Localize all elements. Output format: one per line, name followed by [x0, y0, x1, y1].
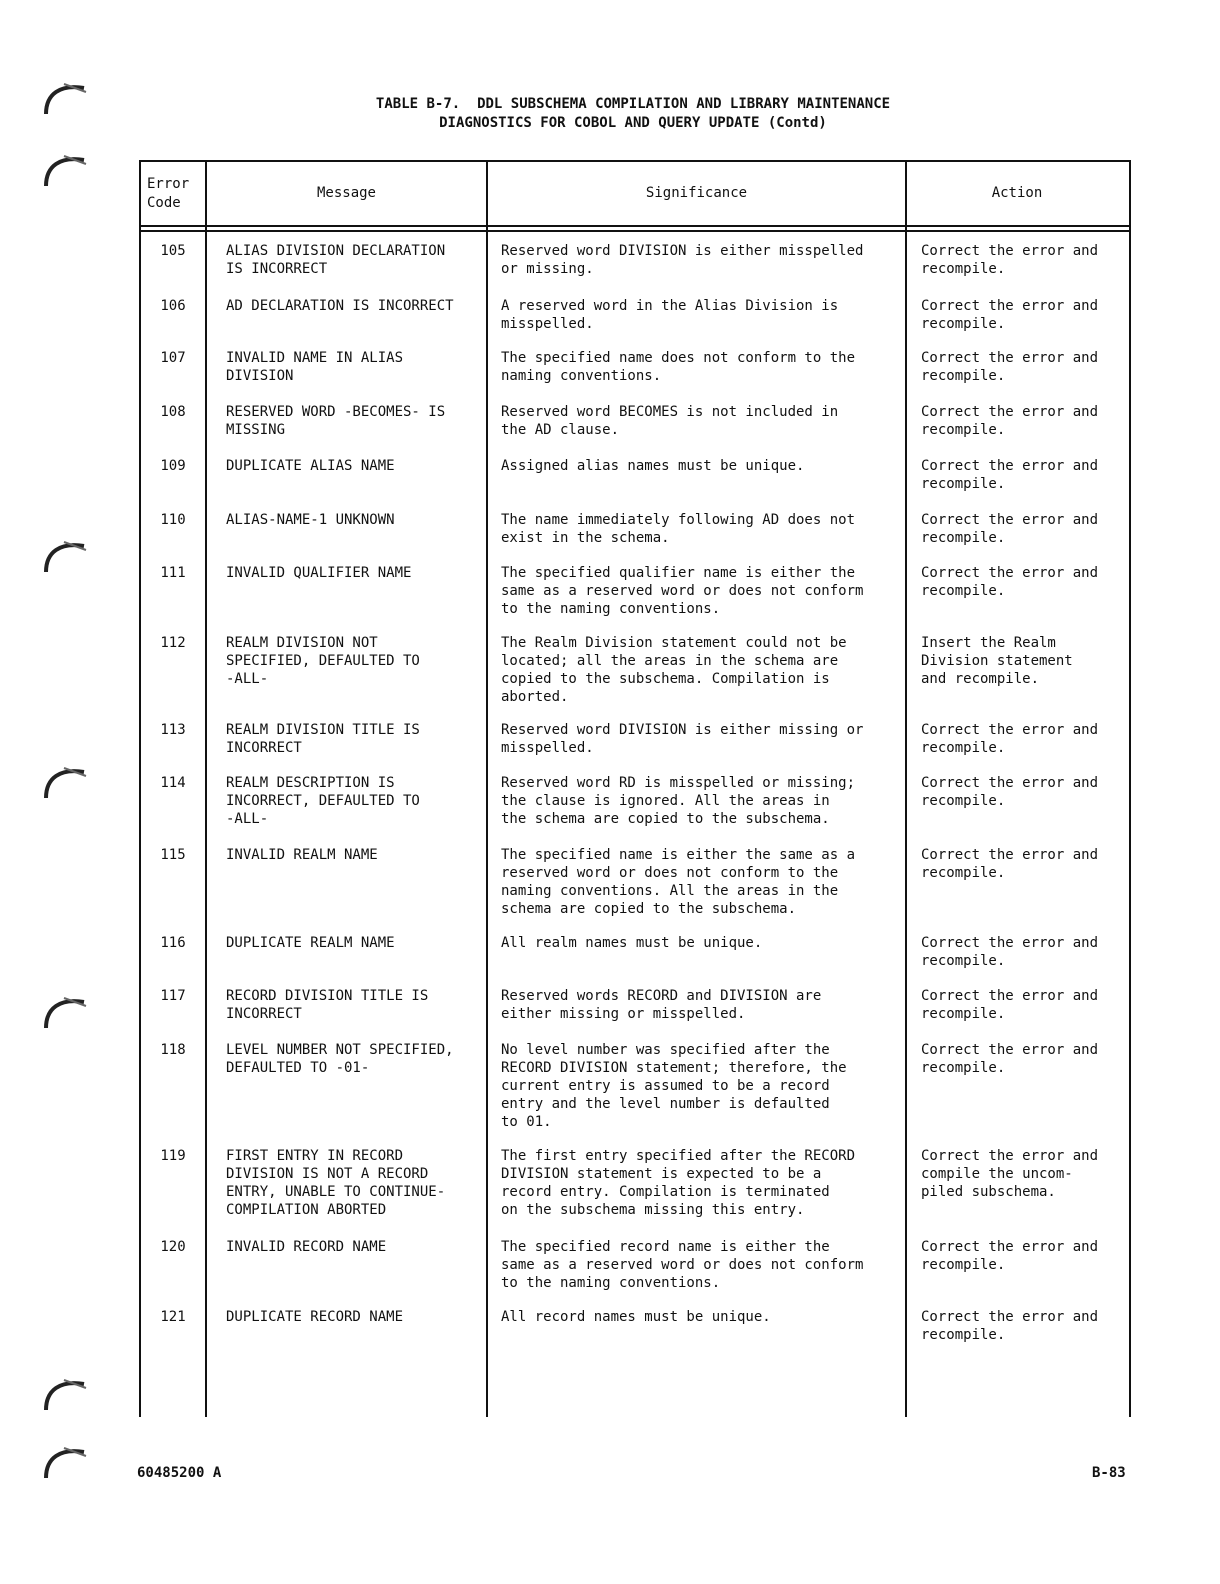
action-cell: Correct the error and recompile.: [921, 1042, 1099, 1076]
significance-cell: Reserved words RECORD and DIVISION are either missing or misspelled.: [501, 988, 822, 1022]
significance-cell: The specified record name is either the same as a reserved word or does not conform to the naming conventions.: [501, 1239, 864, 1291]
binder-hole-mark: [40, 1374, 92, 1416]
significance-cell: Reserved word DIVISION is either misspelled or missing.: [501, 243, 864, 277]
action-cell: Correct the error and recompile.: [921, 988, 1099, 1022]
significance-cell: Reserved word RD is misspelled or missing; the clause is ignored. All the areas in the schema are copied to the subschema.: [501, 775, 856, 827]
page-number: B-83: [1092, 1465, 1126, 1481]
binder-hole-mark: [40, 992, 92, 1034]
error-code-cell: 116: [160, 935, 186, 951]
header-action: Action: [991, 185, 1043, 201]
action-cell: Insert the Realm Division statement and recompile.: [921, 635, 1073, 687]
error-code-cell: 114: [160, 775, 186, 791]
page-title: [0, 95, 1220, 133]
significance-cell: All realm names must be unique.: [501, 935, 763, 951]
message-cell: ALIAS-NAME-1 UNKNOWN: [226, 512, 395, 528]
action-cell: Correct the error and recompile.: [921, 1309, 1099, 1343]
action-cell: Correct the error and recompile.: [921, 350, 1099, 384]
significance-cell: All record names must be unique.: [501, 1309, 771, 1325]
error-code-cell: 109: [160, 458, 186, 474]
error-code-cell: 117: [160, 988, 186, 1004]
title-line-2: DIAGNOSTICS FOR COBOL AND QUERY UPDATE (Contd): [439, 115, 827, 131]
significance-cell: Reserved word BECOMES is not included in the AD clause.: [501, 404, 839, 438]
title-line-1: TABLE B-7. DDL SUBSCHEMA COMPILATION AND LIBRARY MAINTENANCE: [375, 96, 891, 112]
header-error-code: Error Code: [147, 175, 190, 211]
significance-cell: Reserved word DIVISION is either missing or misspelled.: [501, 722, 864, 756]
action-cell: Correct the error and recompile.: [921, 298, 1099, 332]
message-cell: INVALID QUALIFIER NAME: [226, 565, 412, 581]
error-code-cell: 110: [160, 512, 186, 528]
error-code-cell: 113: [160, 722, 186, 738]
message-cell: RESERVED WORD -BECOMES- IS MISSING: [226, 404, 446, 438]
error-code-cell: 121: [160, 1309, 186, 1325]
message-cell: ALIAS DIVISION DECLARATION IS INCORRECT: [226, 243, 446, 277]
message-cell: DUPLICATE ALIAS NAME: [226, 458, 395, 474]
message-cell: AD DECLARATION IS INCORRECT: [226, 298, 454, 314]
binder-hole-mark: [40, 150, 92, 192]
significance-cell: A reserved word in the Alias Division is misspelled.: [501, 298, 839, 332]
message-cell: INVALID RECORD NAME: [226, 1239, 387, 1255]
message-cell: INVALID REALM NAME: [226, 847, 378, 863]
significance-cell: The specified name does not conform to the naming conventions.: [501, 350, 856, 384]
message-cell: LEVEL NUMBER NOT SPECIFIED, DEFAULTED TO -01-: [226, 1042, 454, 1076]
message-cell: FIRST ENTRY IN RECORD DIVISION IS NOT A RECORD ENTRY, UNABLE TO CONTINUE- COMPILATION ABORTED: [226, 1148, 446, 1218]
action-cell: Correct the error and recompile.: [921, 458, 1099, 492]
significance-cell: Assigned alias names must be unique.: [501, 458, 805, 474]
action-cell: Correct the error and recompile.: [921, 722, 1099, 756]
error-code-cell: 105: [160, 243, 186, 259]
binder-hole-mark: [40, 762, 92, 804]
message-cell: RECORD DIVISION TITLE IS INCORRECT: [226, 988, 429, 1022]
action-cell: Correct the error and recompile.: [921, 243, 1099, 277]
column-divider: [205, 162, 207, 1417]
error-code-cell: 107: [160, 350, 186, 366]
action-cell: Correct the error and recompile.: [921, 565, 1099, 599]
action-cell: Correct the error and recompile.: [921, 512, 1099, 546]
action-cell: Correct the error and compile the uncom- piled subschema.: [921, 1148, 1099, 1200]
document-number: 60485200 A: [137, 1465, 222, 1481]
significance-cell: The Realm Division statement could not be located; all the areas in the schema are copied to the subschema. Compilation is aborted.: [501, 635, 847, 705]
action-cell: Correct the error and recompile.: [921, 935, 1099, 969]
error-code-cell: 115: [160, 847, 186, 863]
message-cell: REALM DESCRIPTION IS INCORRECT, DEFAULTED TO -ALL-: [226, 775, 420, 827]
error-code-cell: 111: [160, 565, 186, 581]
significance-cell: The specified name is either the same as a reserved word or does not conform to the naming conventions. All the areas in the schema are copied to the subschema.: [501, 847, 856, 917]
header-significance: Significance: [645, 185, 748, 201]
binder-hole-mark: [40, 1442, 92, 1484]
message-cell: DUPLICATE RECORD NAME: [226, 1309, 404, 1325]
error-code-cell: 106: [160, 298, 186, 314]
action-cell: Correct the error and recompile.: [921, 775, 1099, 809]
message-cell: REALM DIVISION NOT SPECIFIED, DEFAULTED TO -ALL-: [226, 635, 420, 687]
message-cell: DUPLICATE REALM NAME: [226, 935, 395, 951]
message-cell: REALM DIVISION TITLE IS INCORRECT: [226, 722, 420, 756]
error-code-cell: 119: [160, 1148, 186, 1164]
diagnostics-table: [139, 160, 1131, 1417]
binder-hole-mark: [40, 536, 92, 578]
header-message: Message: [316, 185, 376, 201]
significance-cell: The name immediately following AD does not exist in the schema.: [501, 512, 856, 546]
header-rule: [141, 225, 1129, 232]
column-divider: [905, 162, 907, 1417]
error-code-cell: 120: [160, 1239, 186, 1255]
significance-cell: The specified qualifier name is either the same as a reserved word or does not conform to the naming conventions.: [501, 565, 864, 617]
significance-cell: No level number was specified after the RECORD DIVISION statement; therefore, the current entry is assumed to be a record entry and the level number is defaulted to 01.: [501, 1042, 847, 1130]
column-divider: [486, 162, 488, 1417]
error-code-cell: 118: [160, 1042, 186, 1058]
action-cell: Correct the error and recompile.: [921, 404, 1099, 438]
action-cell: Correct the error and recompile.: [921, 1239, 1099, 1273]
message-cell: INVALID NAME IN ALIAS DIVISION: [226, 350, 404, 384]
error-code-cell: 108: [160, 404, 186, 420]
significance-cell: The first entry specified after the RECORD DIVISION statement is expected to be a record entry. Compilation is terminated on the subschema missing this entry.: [501, 1148, 856, 1218]
action-cell: Correct the error and recompile.: [921, 847, 1099, 881]
error-code-cell: 112: [160, 635, 186, 651]
